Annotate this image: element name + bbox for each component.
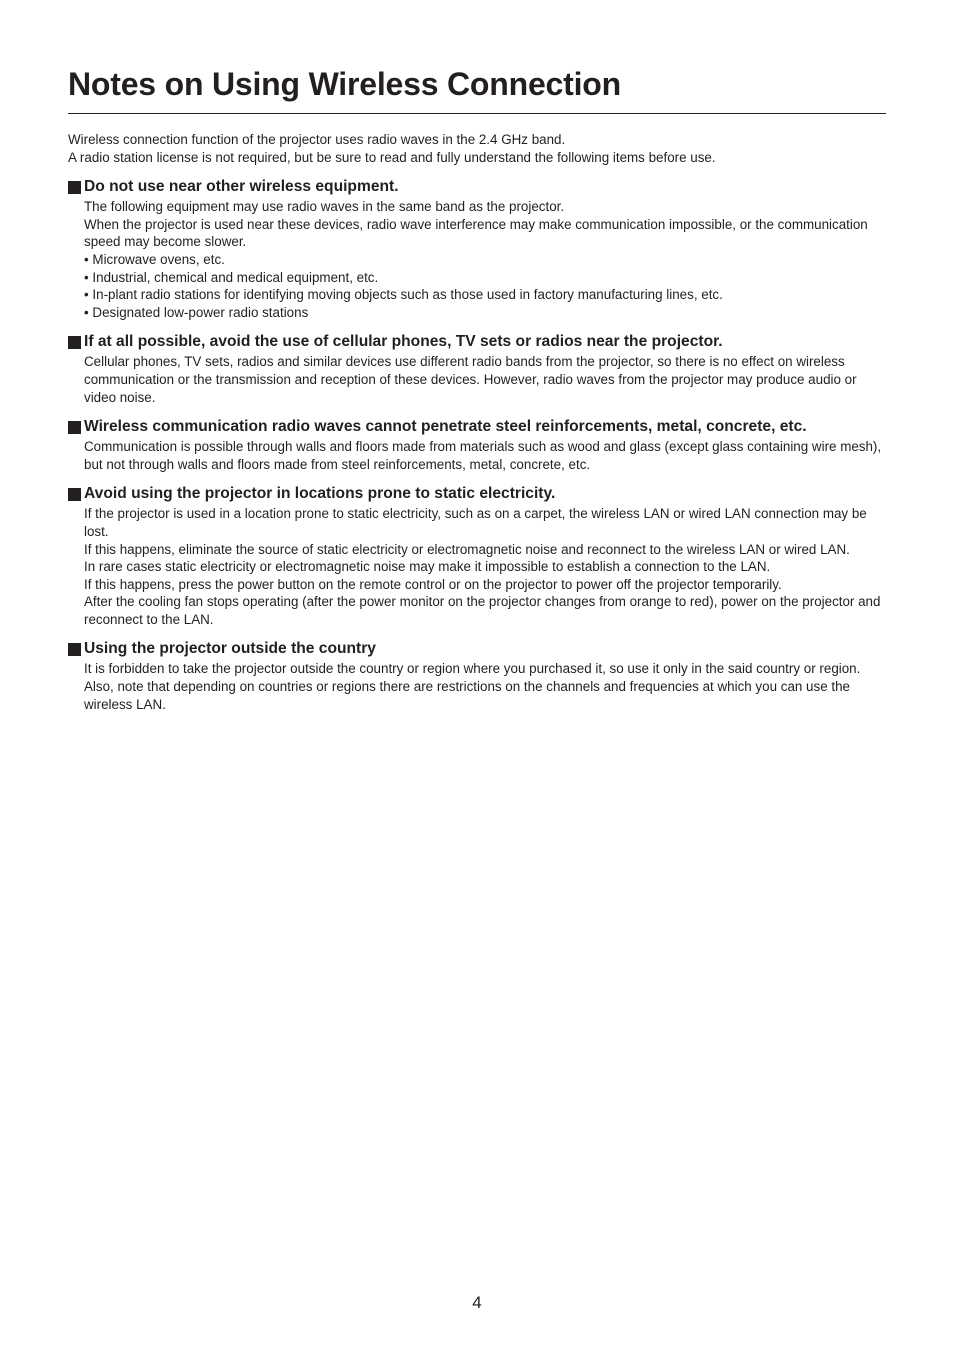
list-item: • Microwave ovens, etc. bbox=[84, 251, 225, 267]
paragraph: Cellular phones, TV sets, radios and similar devices use different radio bands from the projector, so there is no effect on wireless communication or the transmission and reception of these devices. However, radio waves from the projector may produce audio or video noise. bbox=[84, 354, 857, 405]
square-bullet-icon bbox=[68, 336, 81, 349]
list-item: • In-plant radio stations for identifying moving objects such as those used in factory manufacturing lines, etc. bbox=[84, 287, 723, 303]
section-body bbox=[68, 438, 886, 473]
square-bullet-icon bbox=[68, 181, 81, 194]
paragraph: The following equipment may use radio waves in the same band as the projector. bbox=[84, 199, 565, 215]
document-page bbox=[68, 0, 886, 713]
section-body bbox=[68, 198, 886, 321]
intro-line: A radio station license is not required, but be sure to read and fully understand the following items before use. bbox=[68, 149, 716, 165]
intro-text bbox=[68, 131, 886, 166]
section-heading-text: Using the projector outside the country bbox=[84, 640, 376, 658]
paragraph: If the projector is used in a location prone to static electricity, such as on a carpet, the wireless LAN or wired LAN connection may be lost. bbox=[84, 506, 867, 539]
square-bullet-icon bbox=[68, 643, 81, 656]
section-heading bbox=[68, 177, 886, 197]
section-penetration bbox=[68, 417, 886, 473]
paragraph: Communication is possible through walls and floors made from materials such as wood and glass (except glass containing wire mesh), but not through walls and floors made from steel reinforcements, metal, concrete, etc. bbox=[84, 439, 882, 472]
section-static-electricity bbox=[68, 484, 886, 628]
section-body bbox=[68, 353, 886, 406]
paragraph: If this happens, press the power button on the remote control or on the projector to power off the projector temporarily. bbox=[84, 576, 782, 592]
section-heading bbox=[68, 417, 886, 437]
section-body bbox=[68, 505, 886, 628]
section-heading bbox=[68, 484, 886, 504]
equipment-list bbox=[84, 251, 886, 321]
square-bullet-icon bbox=[68, 488, 81, 501]
section-heading-text: Do not use near other wireless equipment. bbox=[84, 178, 399, 196]
section-outside-country bbox=[68, 639, 886, 713]
section-heading-text: Avoid using the projector in locations prone to static electricity. bbox=[84, 485, 556, 503]
section-heading-text: If at all possible, avoid the use of cellular phones, TV sets or radios near the projector. bbox=[84, 333, 723, 351]
list-item: • Designated low-power radio stations bbox=[84, 304, 309, 320]
page-title: Notes on Using Wireless Connection bbox=[68, 66, 621, 102]
paragraph: It is forbidden to take the projector outside the country or region where you purchased it, so use it only in the said country or region. Also, note that depending on countries or regions there are restrictions on the channels and frequencies at which you can use the wireless LAN. bbox=[84, 661, 861, 712]
intro-line: Wireless connection function of the projector uses radio waves in the 2.4 GHz band. bbox=[68, 132, 566, 147]
section-nearby-equipment bbox=[68, 177, 886, 321]
list-item: • Industrial, chemical and medical equipment, etc. bbox=[84, 269, 379, 285]
title-divider bbox=[68, 113, 886, 114]
section-heading bbox=[68, 639, 886, 659]
paragraph: After the cooling fan stops operating (after the power monitor on the projector changes from orange to red), power on the projector and reconnect to the LAN. bbox=[84, 594, 881, 627]
section-heading-text: Wireless communication radio waves cannot penetrate steel reinforcements, metal, concrete, etc. bbox=[84, 418, 807, 436]
section-cellular-phones bbox=[68, 332, 886, 406]
paragraph: When the projector is used near these devices, radio wave interference may make communication impossible, or the communication speed may become slower. bbox=[84, 216, 868, 250]
paragraph: In rare cases static electricity or electromagnetic noise may make it impossible to establish a connection to the LAN. bbox=[84, 559, 771, 575]
section-body bbox=[68, 660, 886, 713]
paragraph: If this happens, eliminate the source of static electricity or electromagnetic noise and reconnect to the wireless LAN or wired LAN. bbox=[84, 541, 850, 557]
page-number: 4 bbox=[472, 1293, 482, 1312]
section-heading bbox=[68, 332, 886, 352]
square-bullet-icon bbox=[68, 421, 81, 434]
